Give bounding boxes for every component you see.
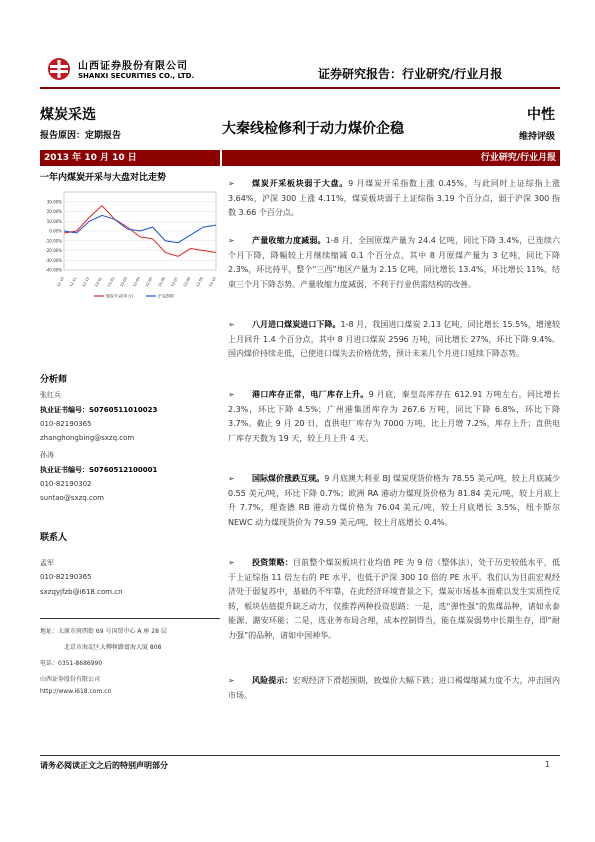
company-logo-icon (44, 56, 74, 82)
analyst2-phone: 010-82190302 (40, 480, 92, 488)
x-tick-label: 13-01 (94, 276, 103, 288)
contact-phone: 010-82190365 (40, 573, 92, 581)
bullet-1 (228, 177, 560, 221)
x-tick-label: 12-12 (81, 276, 91, 288)
report-headline: 大秦线检修利于动力煤价企稳 (222, 121, 404, 137)
bullet-7 (228, 674, 560, 703)
chart-title: 一年内煤炭开采与大盘对比走势 (40, 173, 167, 183)
bullet-6-text: 目前整个煤炭板块行业均值 PE 为 9 倍（整体法），处于历史较低水平，低于上证综指 11 倍左右的 PE 水平，也低于沪深 300 10 倍的 PE 水平。我们认为目前宏观经济处于弱复苏中，基础仍不牢靠，在此经济环境背景之下，煤炭市场基本面难以发生实质性反转，板块估值提升缺乏动力，仅推荐两种投资思路：一是，选“弹性强”的焦煤品种，诸如永泰能源、潞安环能；二是，选业务布局合理，成本控制得当，能在煤炭弱势中长期生存，即“耐力强”的品种，诸如中国神华。 (228, 558, 561, 640)
x-tick-label: 13-08 (182, 276, 192, 288)
bullet-2-text: 1-8 月，全国原煤产量为 24.4 亿吨，同比下降 3.4%，已连续六个月下降，降幅较上月继续缩减 0.1 个百分点，其中 8 月原煤产量为 3 亿吨，同比下降 2.3%，环比持平，整个“三西”地区产量为 2.15 亿吨，同比增长 13.4%，环比增长 11%，结束三个月下降态势。产量收缩力度减弱，不利于行业供需结构的改善。 (228, 236, 561, 289)
report-reason: 报告原因：定期报告 (40, 131, 122, 141)
x-tick-label: 13-06 (157, 276, 167, 288)
bullet-5-text: 9 月底澳大利亚 BJ 煤炭现货价格为 78.55 美元/吨，较上月底减少 0.55 美元/吨，环比下降 0.7%；欧洲 RA 港动力煤现货价格为 81.84 美元/吨，较上月底上升 7.7%，理查德 RB 港动力煤价格为 76.04 美元/吨，较上月底增长 3.5%，纽卡斯尔 NEWC 动力煤现货价为 79.59 美元/吨，较上月底增长 0.4%。 (228, 474, 561, 527)
bullet-arrow-icon: ➢ (228, 320, 235, 329)
bullet-4-text: 9 月底，秦皇岛库存在 612.91 万吨左右，同比增长 2.3%，环比下降 4.5%；广州港集团库存为 267.6 万吨，同比下降 6.8%，环比下降 3.7%。截止 9 月 20 日，直供电厂库存为 7000 万吨，比上月增 7.2%，库存上升；直供电厂库存天数为 19 天，较上月上升 4 天。 (228, 390, 561, 443)
bullet-4-lead: 港口库存正常，电厂库存上升。 (252, 390, 369, 399)
x-tick-label: 13-02 (106, 276, 116, 288)
x-tick-label: 13-04 (132, 276, 141, 288)
legend-label-1: 煤炭开采(申万) (106, 293, 134, 299)
page-number: 1 (545, 760, 551, 769)
x-tick-label: 13-03 (119, 276, 129, 288)
analyst1-email[interactable]: zhanghongbing@sxzq.com (40, 434, 135, 442)
y-tick-label: 30.00% (46, 199, 62, 205)
report-type: 证券研究报告：行业研究/行业月报 (318, 67, 503, 81)
y-tick-label: 0.00% (49, 228, 62, 234)
bullet-arrow-icon: ➢ (228, 676, 235, 685)
bullet-4 (228, 388, 560, 446)
bullet-arrow-icon: ➢ (228, 390, 235, 399)
analyst2-cert: 执业证书编号：S0760512100001 (40, 466, 158, 474)
x-tick-label: 13-10 (208, 276, 217, 288)
x-tick-label: 12-10 (56, 276, 65, 288)
bullet-2 (228, 234, 560, 292)
analyst1-name: 张红兵 (40, 391, 61, 399)
report-category: 行业研究/行业月报 (222, 150, 560, 166)
bullet-5-lead: 国际煤价涨跌互现。 (252, 474, 325, 483)
bullet-7-lead: 风险提示： (252, 676, 293, 685)
bullet-6-lead: 投资策略： (252, 558, 293, 567)
bullet-arrow-icon: ➢ (228, 474, 235, 483)
x-tick-label: 12-11 (68, 276, 78, 288)
analyst1-phone: 010-82190365 (40, 420, 92, 428)
x-tick-label: 13-09 (195, 276, 205, 288)
address-line-2: 北京市海淀区大柳树路富海大厦 808 (64, 644, 162, 651)
bullet-5 (228, 472, 560, 530)
bullet-3-lead: 八月进口煤炭进口下降。 (252, 320, 341, 329)
bullet-arrow-icon: ➢ (228, 179, 235, 188)
contact-heading: 联系人 (40, 533, 68, 543)
bullet-arrow-icon: ➢ (228, 236, 235, 245)
x-tick-label: 13-05 (144, 276, 154, 288)
y-tick-label: -40.00% (45, 267, 62, 273)
sector-name: 煤炭采选 (40, 107, 96, 123)
header-divider (40, 87, 560, 89)
website-company: 山西证券股份有限公司 (40, 676, 101, 683)
company-phone: 电话：0351-8686990 (40, 660, 103, 667)
bullet-1-text: 9 月煤炭开采指数上涨 0.45%，与此同时上证综指上涨 3.64%，沪深 300 上涨 4.11%，煤炭板块弱于上证综指 3.19 个百分点，弱于沪深 300 指数 3.66 个百分点。 (228, 179, 560, 218)
y-tick-label: -20.00% (45, 248, 62, 253)
company-name-en: SHANXI SECURITIES CO., LTD. (78, 72, 195, 80)
y-tick-label: -10.00% (45, 238, 62, 244)
legend-label-2: 沪深300 (158, 293, 174, 299)
y-tick-label: 20.00% (46, 209, 62, 214)
y-tick-label: 10.00% (46, 218, 62, 224)
footer-divider (40, 755, 560, 756)
bullet-1-lead: 煤炭开采板块弱于大盘。 (252, 179, 349, 188)
sidebar-divider (40, 618, 220, 619)
analyst1-cert: 执业证书编号：S0760511010023 (40, 406, 158, 414)
footer-disclaimer: 请务必阅读正文之后的特别声明部分 (40, 761, 168, 770)
report-date: 2013 年 10 月 10 日 (40, 150, 220, 166)
contact-name: 孟军 (40, 559, 54, 567)
analyst-heading: 分析师 (40, 375, 68, 385)
contact-email[interactable]: sxzqyjfzb@i618.com.cn (40, 588, 123, 596)
rating-action: 维持评级 (518, 132, 555, 142)
analyst2-name: 孙涛 (40, 451, 54, 459)
address-line-1: 地址：太原市府西街 69 号国贸中心 A 座 28 层 (40, 628, 167, 635)
bullet-2-lead: 产量收缩力度减弱。 (252, 236, 326, 245)
analyst2-email[interactable]: suntao@sxzq.com (40, 494, 104, 502)
bullet-7-text: 宏观经济下滑超预期，致煤价大幅下跌；进口褐煤缩减力度不大，冲击国内市场。 (228, 676, 561, 700)
trend-chart (40, 186, 220, 306)
y-tick-label: -30.00% (45, 257, 62, 263)
bullet-3-text: 1-8 月，我国进口煤炭 2.13 亿吨，同比增长 15.5%，增速较上月回升 1.4 个百分点，其中 8 月进口煤炭 2596 万吨，同比增长 27%，环比下降 9.4%。国内煤价持续走低，已使进口煤失去价格优势，预计未来几个月进口延续下降态势。 (228, 320, 560, 359)
website-url[interactable]: http://www.i618.com.cn (40, 688, 112, 695)
bullet-3 (228, 318, 560, 362)
rating: 中性 (527, 107, 555, 123)
company-name-cn: 山西证券股份有限公司 (78, 61, 188, 72)
bullet-arrow-icon: ➢ (228, 558, 235, 567)
x-tick-label: 13-07 (170, 276, 179, 288)
bullet-6 (228, 556, 560, 644)
